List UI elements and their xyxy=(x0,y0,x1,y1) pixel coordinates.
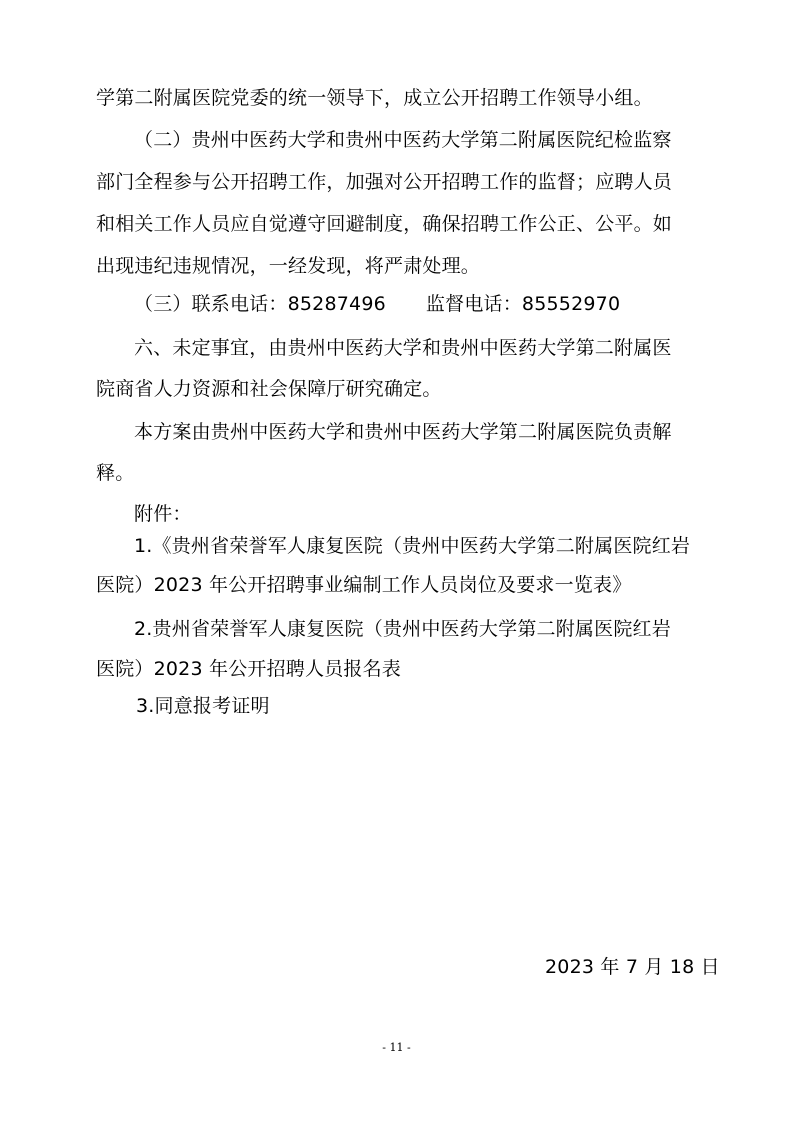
attachment-item: 医院）2023 年公开招聘人员报名表 xyxy=(96,658,401,680)
paragraph-line: 释。 xyxy=(96,462,135,484)
page-number: - 11 - xyxy=(382,1041,411,1054)
paragraph-line: 六、未定事宜，由贵州中医药大学和贵州中医药大学第二附属医 xyxy=(134,337,672,359)
paragraph-line: 出现违纪违规情况，一经发现，将严肃处理。 xyxy=(96,255,481,277)
paragraph-line: 院商省人力资源和社会保障厅研究确定。 xyxy=(96,378,442,400)
paragraph-line: 学第二附属医院党委的统一领导下，成立公开招聘工作领导小组。 xyxy=(96,87,653,109)
paragraph-line: 部门全程参与公开招聘工作，加强对公开招聘工作的监督；应聘人员 xyxy=(96,171,673,193)
attachment-item: 3.同意报考证明 xyxy=(136,695,270,717)
attachment-heading: 附件： xyxy=(134,503,192,525)
document-date: 2023 年 7 月 18 日 xyxy=(545,956,720,978)
paragraph-line: 和相关工作人员应自觉遵守回避制度，确保招聘工作公正、公平。如 xyxy=(96,213,673,235)
paragraph-line: （二）贵州中医药大学和贵州中医药大学第二附属医院纪检监察 xyxy=(134,129,672,151)
attachment-item: 2.贵州省荣誉军人康复医院（贵州中医药大学第二附属医院红岩 xyxy=(134,618,671,640)
contact-line xyxy=(134,292,620,316)
contact-phone: （三）联系电话：85287496 xyxy=(134,293,386,315)
attachment-item: 医院）2023 年公开招聘事业编制工作人员岗位及要求一览表》 xyxy=(96,574,632,596)
supervision-phone: 监督电话：85552970 xyxy=(425,293,621,315)
attachment-item: 1.《贵州省荣誉军人康复医院（贵州中医药大学第二附属医院红岩 xyxy=(134,535,691,557)
paragraph-line: 本方案由贵州中医药大学和贵州中医药大学第二附属医院负责解 xyxy=(134,421,672,443)
